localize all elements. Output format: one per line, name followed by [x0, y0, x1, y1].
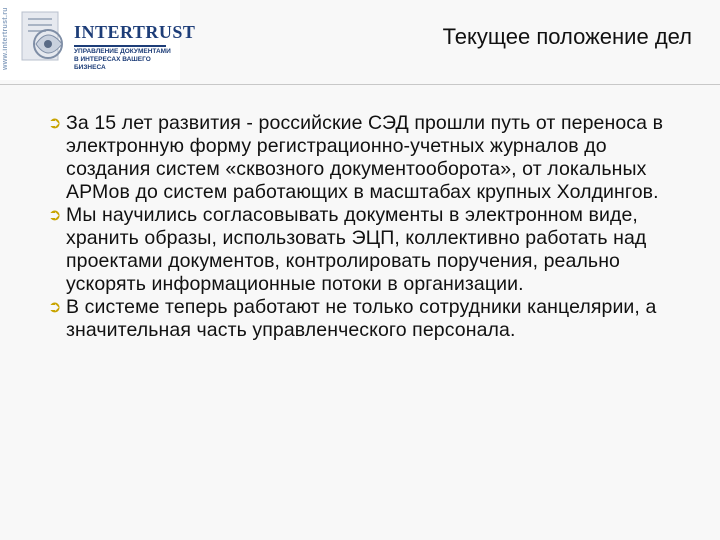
list-item: [48, 112, 688, 204]
arrow-bullet-icon: ➲: [48, 207, 62, 224]
bullet-text: В системе теперь работают не только сотрудники канцелярии, а значительная часть управленческого персонала.: [66, 296, 657, 341]
logo-underline: [74, 45, 166, 47]
bullet-list: [48, 112, 688, 342]
logo-tagline: [74, 48, 174, 72]
bullet-text: За 15 лет развития - российские СЭД прошли путь от переноса в электронную форму регистрационно-учетных журналов до создания систем «сквозного документооборота», от локальных АРМов до систем работающих в масштабах крупных Холдингов.: [66, 112, 664, 203]
list-item: [48, 296, 688, 342]
header-divider: [0, 84, 720, 85]
arrow-bullet-icon: ➲: [48, 115, 62, 132]
arrow-bullet-icon: ➲: [48, 299, 62, 316]
logo-tagline-line-1: УПРАВЛЕНИЕ ДОКУМЕНТАМИ: [74, 48, 171, 55]
logo-emblem-icon: [18, 4, 74, 72]
page-title: Текущее положение дел: [442, 24, 692, 49]
logo-side-text: www.intertrust.ru: [2, 7, 9, 71]
logo-tagline-line-2: В ИНТЕРЕСАХ ВАШЕГО БИЗНЕСА: [74, 56, 151, 71]
bullet-text: Мы научились согласовывать документы в электронном виде, хранить образы, использовать ЭЦП, коллективно работать над проектами документов, контролировать поручения, реально ускорять информационные потоки в организации.: [66, 204, 647, 295]
company-logo: [0, 0, 196, 80]
list-item: [48, 204, 688, 296]
logo-brand-name: INTERTRUST: [74, 22, 196, 42]
